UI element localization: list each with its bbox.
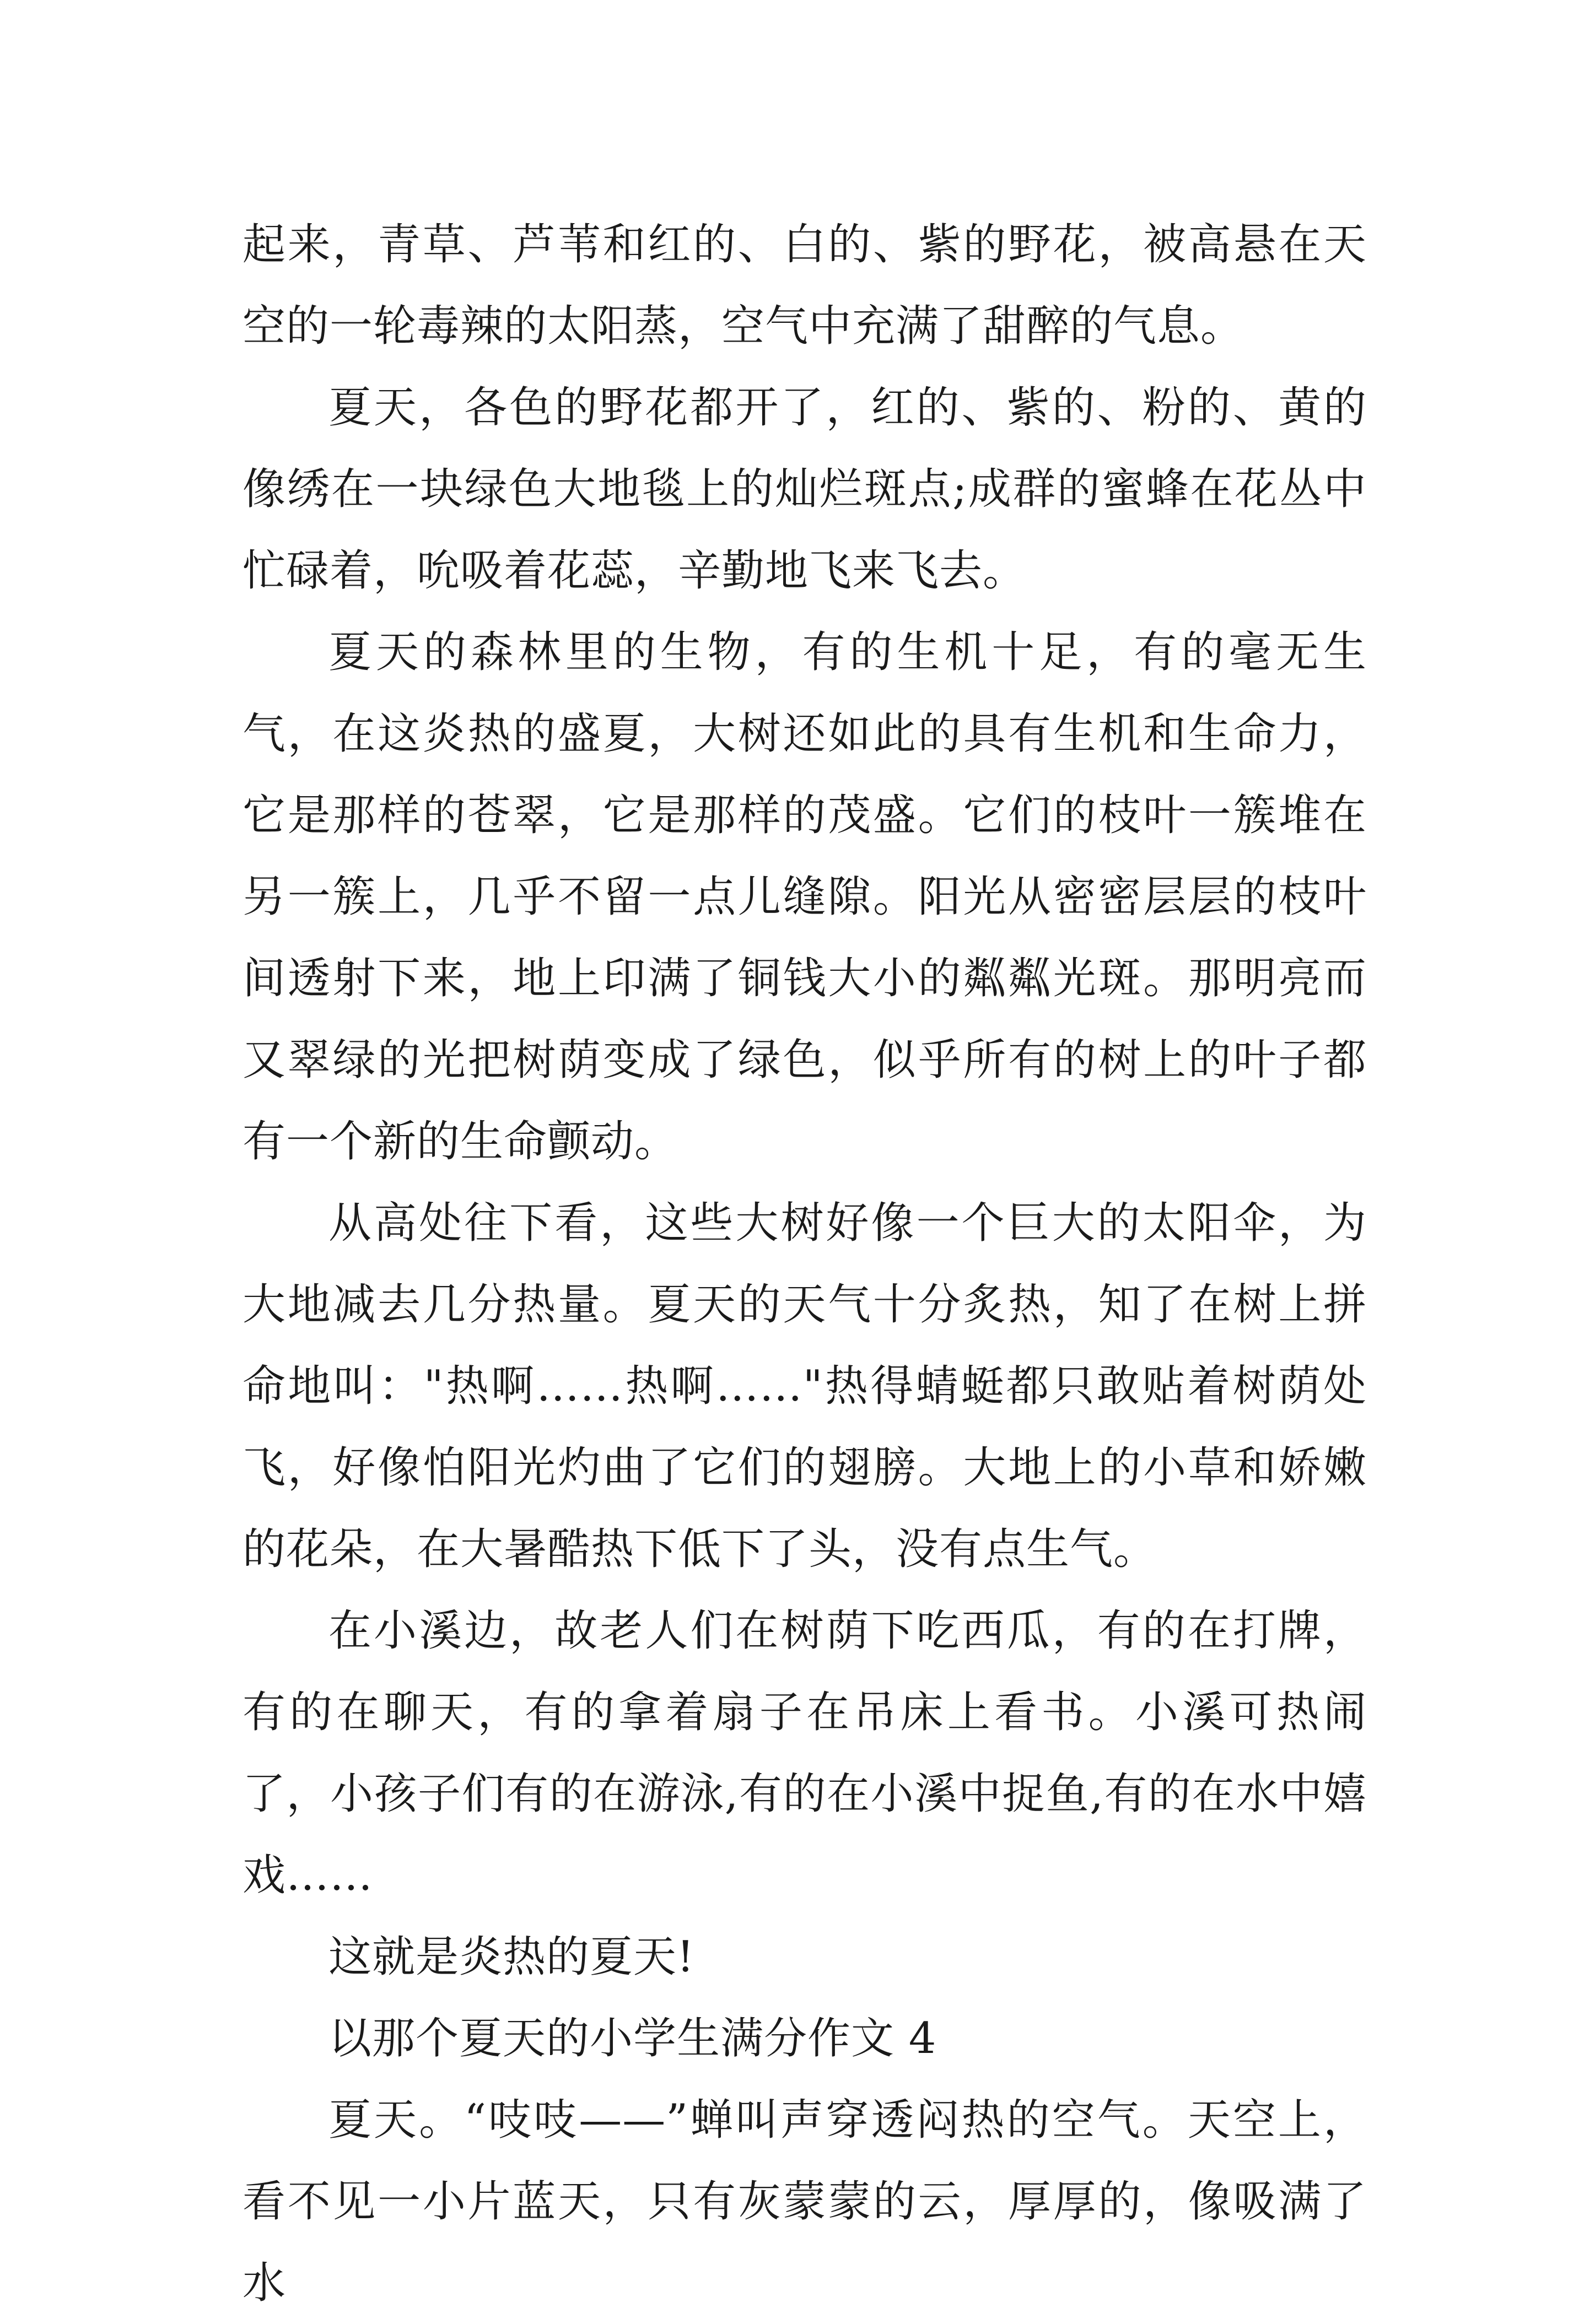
paragraph-3: 夏天的森林里的生物，有的生机十足，有的毫无生气，在这炎热的盛夏，大树还如此的具有生机和生命力，它是那样的苍翠，它是那样的茂盛。它们的枝叶一簇堆在另一簇上，几乎不留一点儿缝隙。阳光从密密层层的枝叶间透射下来，地上印满了铜钱大小的粼粼光斑。那明亮而又翠绿的光把树荫变成了绿色，似乎所有的树上的叶子都有一个新的生命颤动。 [243, 628, 1367, 1166]
paragraph-6: 这就是炎热的夏天! [328, 1932, 695, 1982]
paragraph-2: 夏天，各色的野花都开了，红的、紫的、粉的、黄的像绣在一块绿色大地毯上的灿烂斑点;成群的蜜蜂在花丛中忙碌着，吮吸着花蕊，辛勤地飞来飞去。 [243, 383, 1367, 596]
paragraph-1: 起来，青草、芦苇和红的、白的、紫的野花，被高悬在天空的一轮毒辣的太阳蒸，空气中充满了甜醉的气息。 [243, 220, 1367, 351]
document-body [243, 204, 1367, 2324]
paragraph-7: 夏天。“吱吱——”蝉叫声穿透闷热的空气。天空上，看不见一小片蓝天，只有灰蒙蒙的云，厚厚的，像吸满了水 [243, 2095, 1367, 2308]
paragraph-5: 在小溪边，故老人们在树荫下吃西瓜，有的在打牌，有的在聊天，有的拿着扇子在吊床上看书。小溪可热闹了，小孩子们有的在游泳,有的在小溪中捉鱼,有的在水中嬉戏…… [243, 1606, 1367, 1900]
paragraph-4: 从高处往下看，这些大树好像一个巨大的太阳伞，为大地减去几分热量。夏天的天气十分炙热，知了在树上拼命地叫："热啊……热啊……"热得蜻蜓都只敢贴着树荫处飞，好像怕阳光灼曲了它们的翅膀。大地上的小草和娇嫩的花朵，在大暑酷热下低下了头，没有点生气。 [243, 1198, 1367, 1574]
section-heading: 以那个夏天的小学生满分作文 4 [328, 2014, 937, 2063]
